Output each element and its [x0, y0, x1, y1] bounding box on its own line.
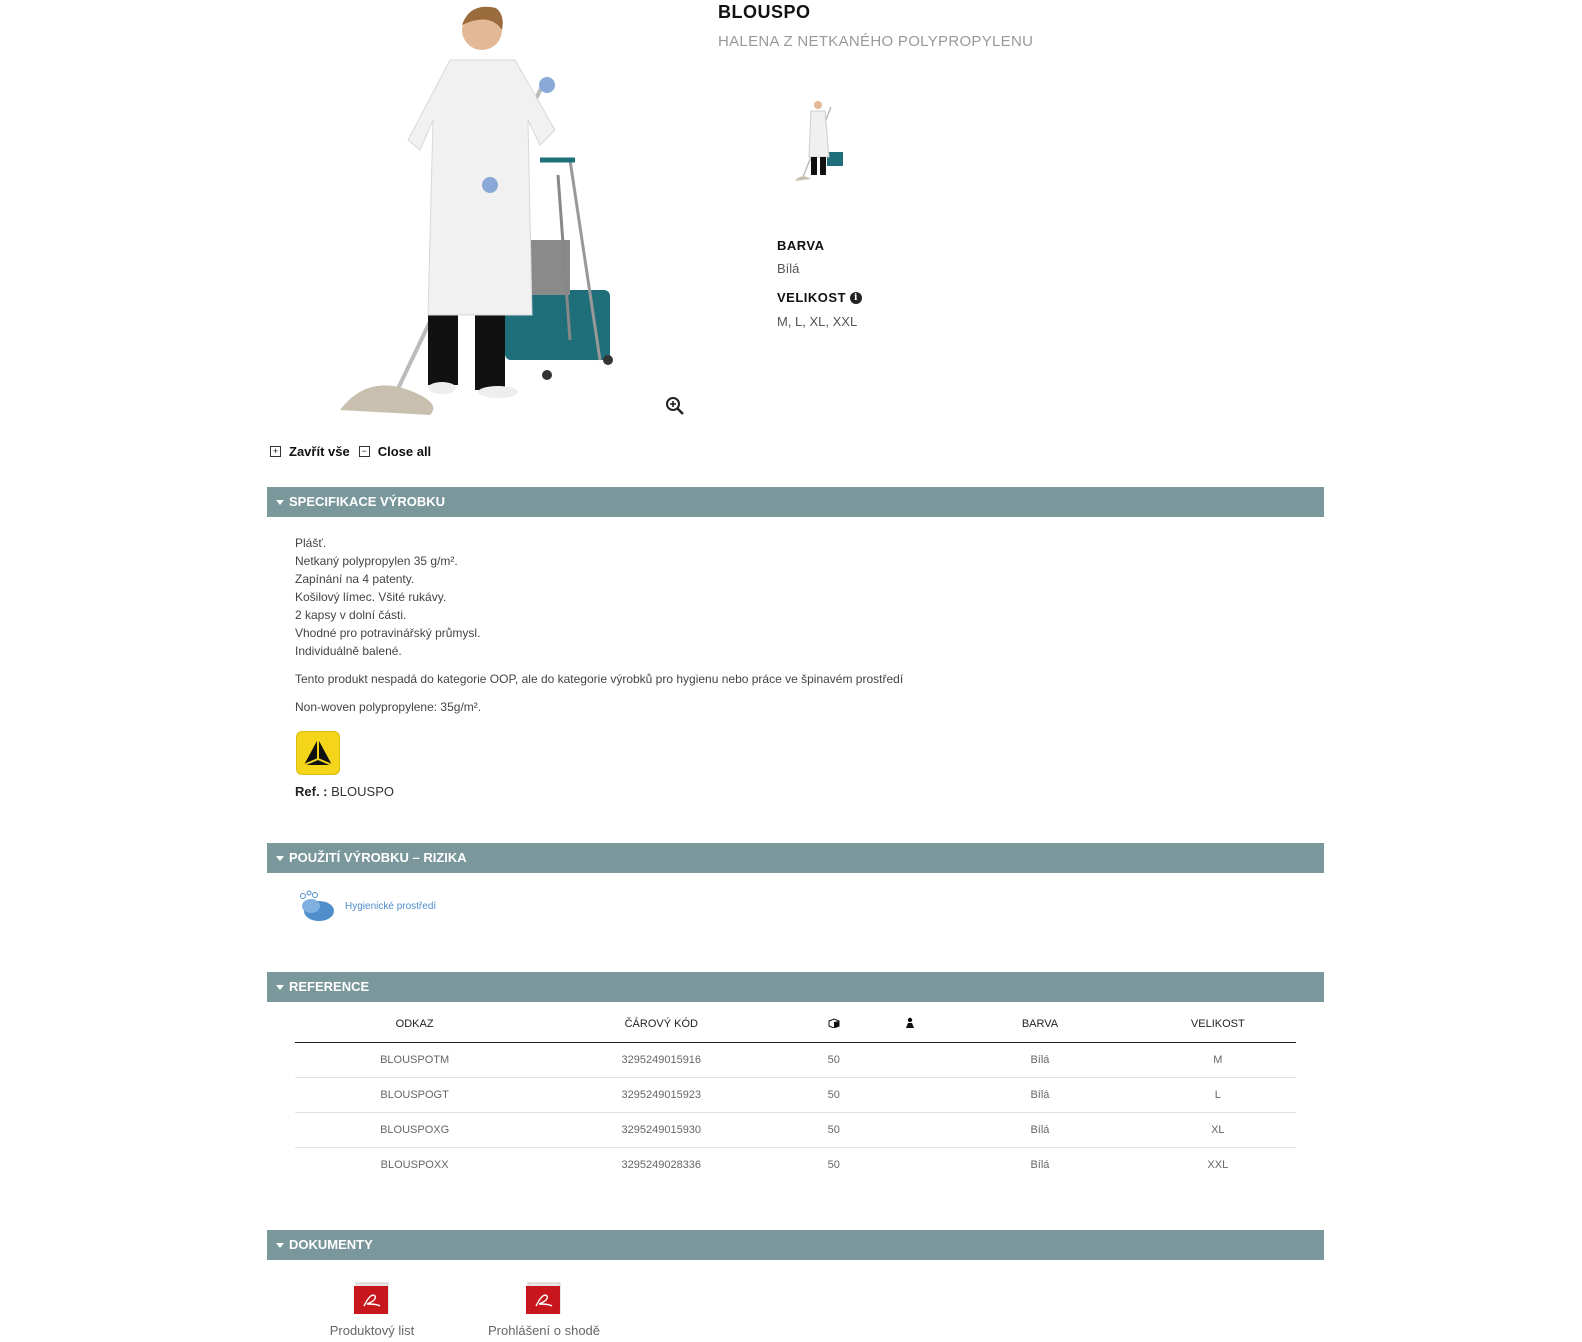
product-main-image[interactable]	[300, 0, 720, 430]
toggle-row	[270, 444, 440, 459]
caret-down-icon	[276, 1243, 284, 1248]
cell-ref: BLOUSPOGT	[295, 1078, 534, 1113]
document-product-sheet[interactable]	[302, 1282, 442, 1338]
pdf-icon	[525, 1282, 563, 1316]
cell-ref: BLOUSPOTM	[295, 1043, 534, 1078]
table-row	[295, 1043, 1296, 1078]
cell-color: Bílá	[940, 1113, 1139, 1148]
cell-ref: BLOUSPOXG	[295, 1113, 534, 1148]
box-icon	[828, 1019, 840, 1031]
spec-line: Vhodné pro potravinářský průmysl.	[295, 626, 481, 640]
cell-box-qty: 50	[827, 1159, 840, 1171]
col-header-unit	[879, 1006, 940, 1043]
color-value: Bílá	[777, 261, 800, 276]
reference-table	[295, 1006, 1296, 1182]
col-header-color: BARVA	[940, 1006, 1139, 1043]
hygiene-hands-icon[interactable]	[297, 890, 339, 924]
spec-line: Plášť.	[295, 536, 327, 550]
caret-down-icon	[276, 856, 284, 861]
spec-line: Netkaný polypropylen 35 g/m².	[295, 554, 458, 568]
spec-note: Tento produkt nespadá do kategorie OOP, ale do kategorie výrobků pro hygienu nebo práce ve špinavém prostředí	[295, 672, 904, 686]
cell-barcode: 3295249028336	[621, 1159, 702, 1171]
plus-box-icon: +	[270, 446, 281, 457]
person-icon	[905, 1020, 915, 1032]
reference-value: BLOUSPO	[331, 784, 394, 799]
minus-box-icon: −	[359, 446, 370, 457]
cell-color: Bílá	[940, 1078, 1139, 1113]
cell-barcode: 3295249015916	[534, 1043, 788, 1078]
cell-color: Bílá	[1030, 1159, 1050, 1171]
brand-logo-badge	[296, 731, 340, 775]
cell-unit	[879, 1043, 940, 1078]
cell-size: XXL	[1207, 1159, 1229, 1171]
section-title-spec: SPECIFIKACE VÝROBKU	[289, 494, 446, 509]
size-value: M, L, XL, XXL	[777, 314, 858, 329]
cell-box-qty: 50	[788, 1078, 879, 1113]
cell-size: XL	[1140, 1113, 1296, 1148]
cell-box-qty: 50	[788, 1043, 879, 1078]
table-header-row	[295, 1006, 1296, 1043]
collapse-all-label: Close all	[377, 444, 432, 459]
cell-unit	[879, 1113, 940, 1148]
expand-all-label: Zavřít vše	[289, 444, 350, 459]
color-label: BARVA	[777, 238, 825, 253]
info-icon[interactable]: i	[850, 292, 862, 304]
pdf-icon	[353, 1282, 391, 1316]
spec-line: Košilový límec. Všité rukávy.	[295, 590, 447, 604]
cell-barcode: 3295249015930	[534, 1113, 788, 1148]
size-label-row	[777, 290, 862, 305]
risk-label-hygiene[interactable]: Hygienické prostředí	[345, 901, 437, 912]
cell-barcode: 3295249015923	[534, 1078, 788, 1113]
section-header-documents[interactable]	[267, 1230, 1324, 1260]
caret-down-icon	[276, 500, 284, 505]
spec-description	[295, 534, 480, 660]
col-header-ref: ODKAZ	[295, 1006, 534, 1043]
document-label: Prohlášení o shodě	[487, 1323, 601, 1338]
cell-ref: BLOUSPOXX	[380, 1159, 449, 1171]
table-row	[295, 1148, 1296, 1183]
section-title-documents: DOKUMENTY	[289, 1237, 373, 1252]
section-header-reference[interactable]	[267, 972, 1324, 1002]
spec-line: Zapínání na 4 patenty.	[295, 572, 415, 586]
spec-line: 2 kapsy v dolní části.	[295, 608, 407, 622]
product-title: BLOUSPO	[718, 2, 811, 22]
spec-material: Non-woven polypropylene: 35g/m².	[295, 700, 482, 714]
col-header-size: VELIKOST	[1140, 1006, 1296, 1043]
reference-label: Ref. :	[295, 784, 328, 799]
section-title-risks: POUŽITÍ VÝROBKU – RIZIKA	[289, 850, 467, 865]
cell-unit	[879, 1078, 940, 1113]
col-header-box	[788, 1006, 879, 1043]
document-declaration[interactable]	[474, 1282, 614, 1338]
section-header-spec[interactable]	[267, 487, 1324, 517]
collapse-all-button[interactable]	[359, 444, 431, 459]
col-header-barcode: ČÁROVÝ KÓD	[534, 1006, 788, 1043]
cell-box-qty: 50	[788, 1113, 879, 1148]
zoom-icon[interactable]	[665, 396, 685, 416]
expand-all-button[interactable]	[270, 444, 350, 459]
cell-unit	[879, 1148, 940, 1183]
product-thumbnail[interactable]	[788, 96, 856, 190]
reference-line	[295, 784, 394, 799]
table-row	[295, 1113, 1296, 1148]
document-label: Produktový list	[329, 1323, 415, 1338]
cell-color: Bílá	[940, 1043, 1139, 1078]
section-title-reference: REFERENCE	[289, 979, 370, 994]
section-header-risks[interactable]	[267, 843, 1324, 873]
product-subtitle: HALENA Z NETKANÉHO POLYPROPYLENU	[718, 33, 1034, 50]
table-row	[295, 1078, 1296, 1113]
spec-line: Individuálně balené.	[295, 644, 402, 658]
caret-down-icon	[276, 985, 284, 990]
cell-size: L	[1140, 1078, 1296, 1113]
cell-size: M	[1140, 1043, 1296, 1078]
size-label: VELIKOST	[777, 290, 847, 305]
